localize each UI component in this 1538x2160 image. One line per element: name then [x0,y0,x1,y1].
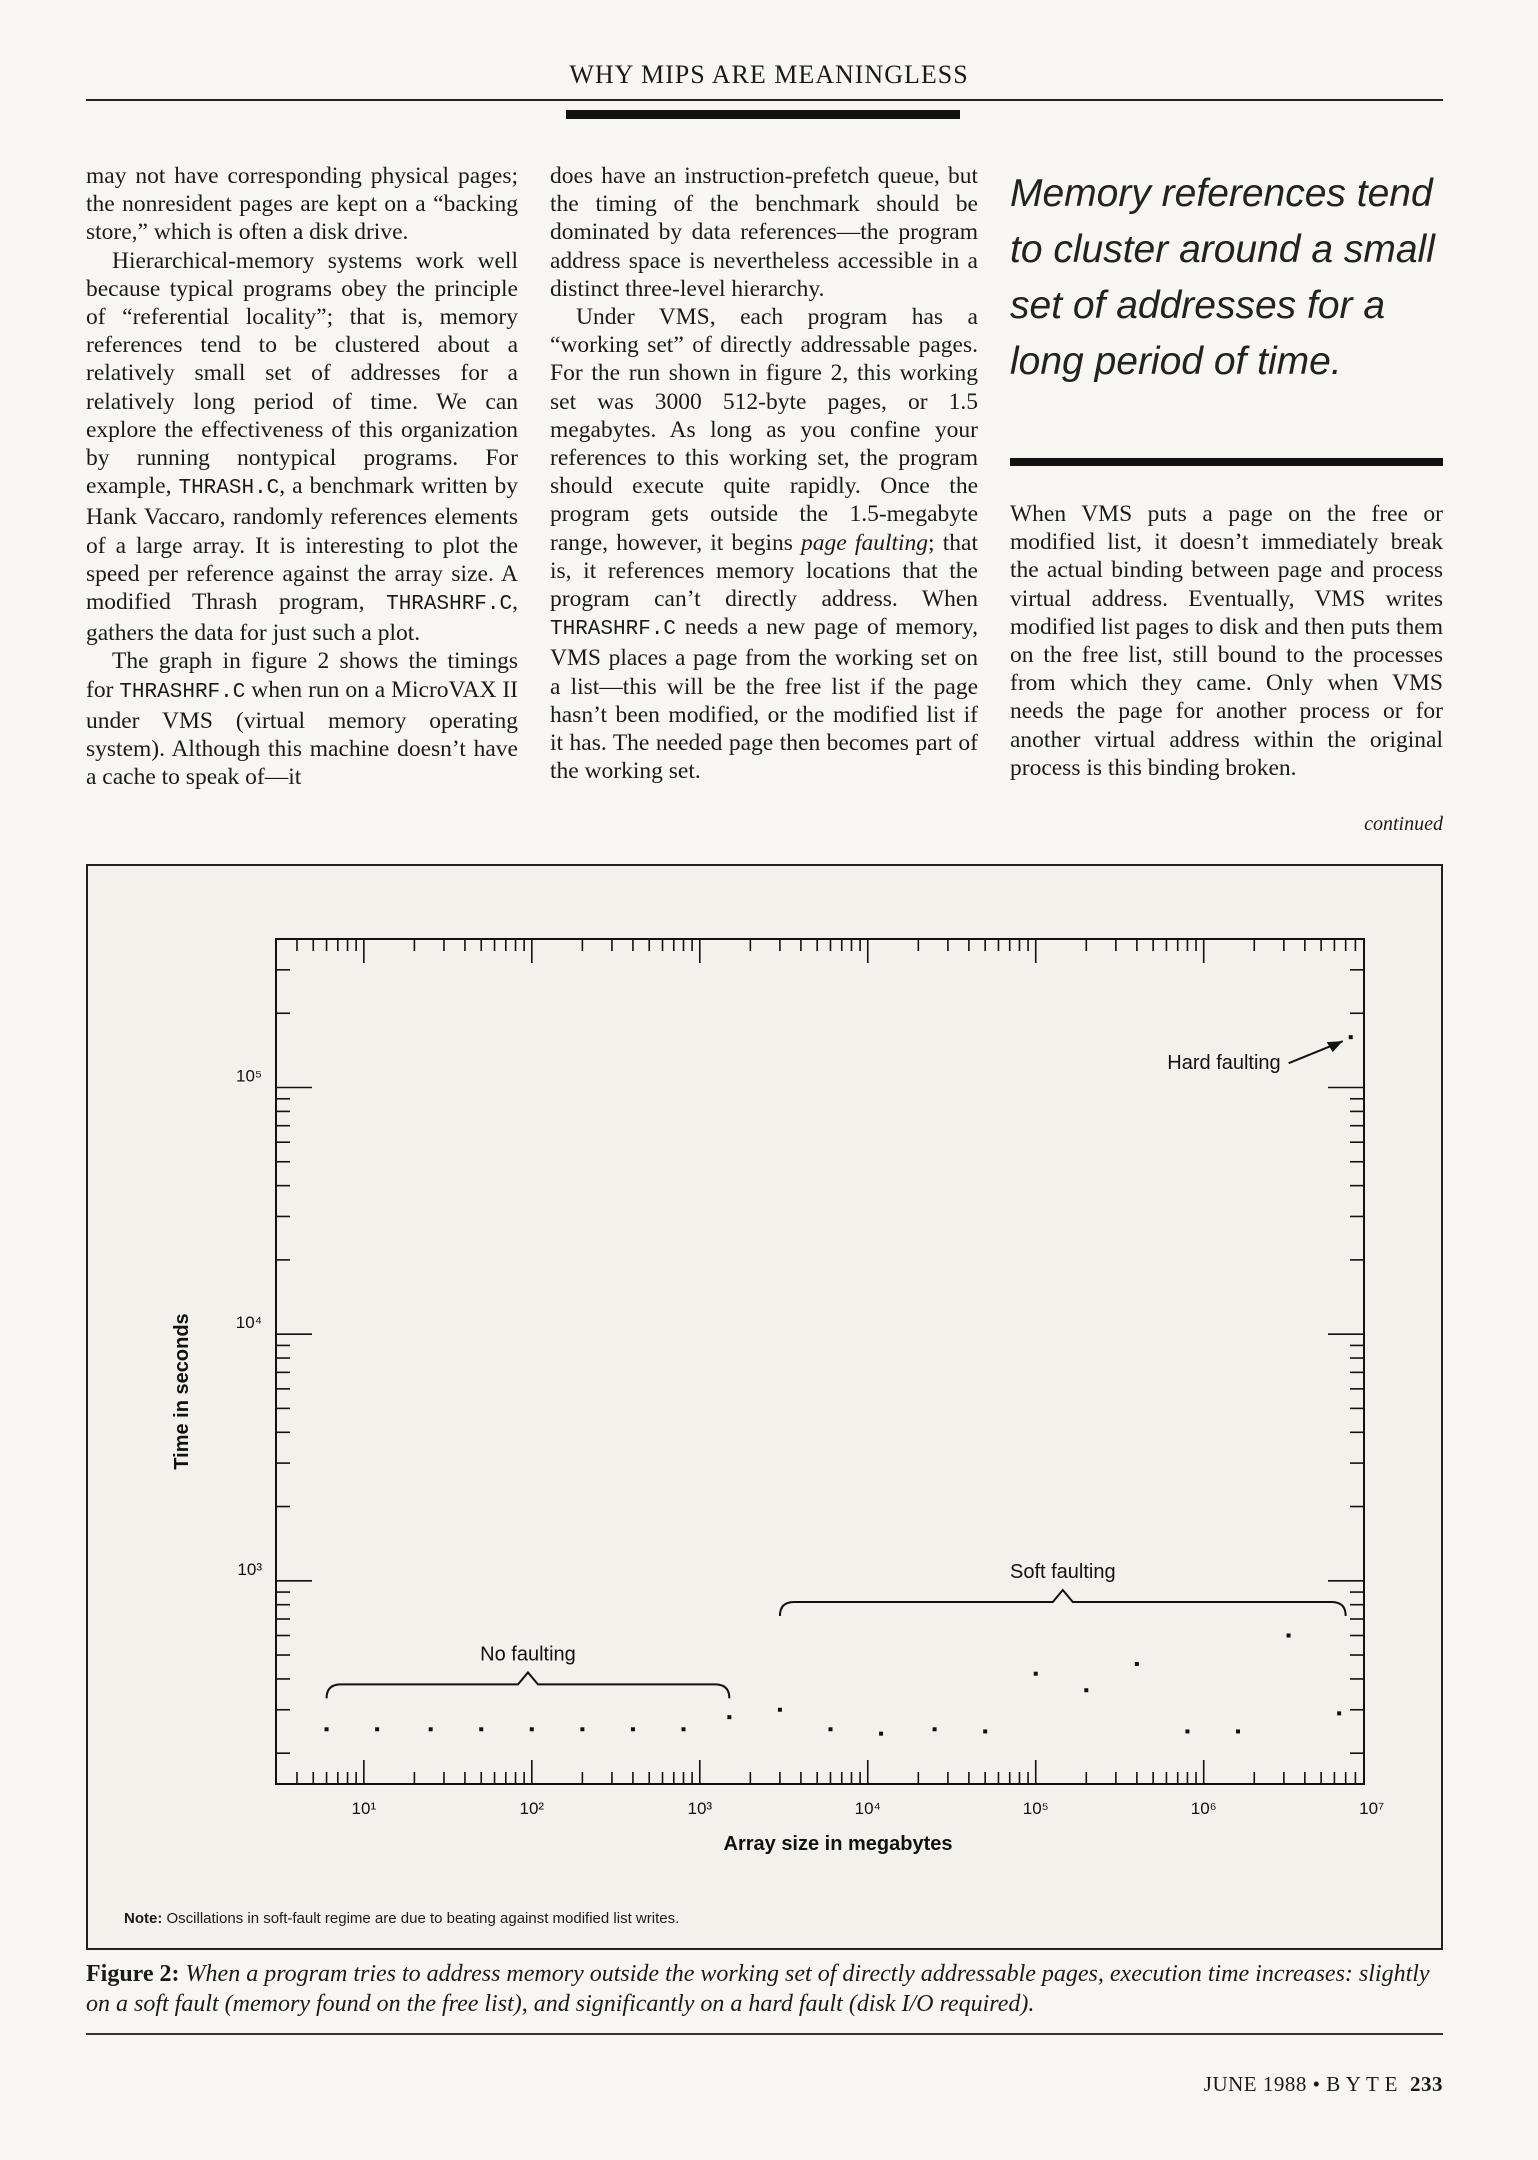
y-axis-label: Time in seconds [171,1313,193,1470]
pull-quote-rule [1010,458,1443,466]
data-point [631,1727,635,1731]
paragraph [86,247,518,648]
paragraph [550,303,978,785]
text-run: Hierarchical-memory systems work well because typical programs obey the principle of “referential locality”; that is, memory references tend to be clustered about a relatively small set of addresses for a relatively long period of time. We can explore the effectiveness of this organization by running nontypical programs. For example, [86,247,518,500]
no-faulting-brace [327,1672,730,1698]
figure-2 [86,864,1443,1950]
article-column-1 [86,162,518,791]
emphasis: page faulting [801,529,929,556]
header-rule [86,99,1443,101]
note-text: Oscillations in soft-fault regime are due to beating against modified list writes. [166,1910,680,1927]
data-point [530,1727,534,1731]
paragraph [86,162,518,247]
data-point [1236,1729,1240,1733]
x-tick-label: 10³ [687,1799,713,1818]
timing-chart [88,866,1441,1906]
data-point [778,1708,782,1712]
annotation-soft-faulting: Soft faulting [1009,1561,1116,1584]
data-point [1135,1662,1139,1666]
text-run: The graph in figure 2 shows the timings for [86,648,518,703]
code-filename: THRASHRF.C [386,593,513,617]
figure-note [124,1910,679,1927]
header-bar [566,110,960,119]
paragraph [550,162,978,303]
data-point [1287,1634,1291,1638]
code-filename: THRASH.C [178,477,280,501]
x-tick-label: 10² [519,1799,545,1818]
data-point [375,1727,379,1731]
x-tick-label: 10⁷ [1359,1799,1385,1818]
data-point [1337,1711,1341,1715]
text-run: may not have corresponding physical pages; the nonresident pages are kept on a “backing store,” which is often a disk drive. [86,163,518,246]
y-tick-label: 10⁴ [235,1313,262,1333]
code-filename: THRASHRF.C [119,680,246,704]
text-run: needs a new page of memory, VMS places a page from the working set on a list—this will be the free list if the page hasn’t been modified, or the modified list if it has. The needed page then becomes part of the working set. [550,614,978,785]
data-point [1349,1035,1353,1039]
x-tick-label: 10⁴ [854,1799,881,1818]
figure-caption [86,1959,1443,2019]
caption-label: Figure 2: [86,1961,180,1987]
data-point [682,1727,686,1731]
data-point [479,1727,483,1731]
x-tick-label: 10⁵ [1022,1799,1049,1818]
data-point [1034,1672,1038,1676]
data-point [580,1727,584,1731]
data-point [1185,1729,1189,1733]
page-number: 233 [1410,2072,1443,2096]
y-tick-label: 10⁵ [236,1066,262,1086]
data-point [429,1727,433,1731]
data-point [983,1729,987,1733]
text-run: when run on a MicroVAX II under VMS (virtual memory operating system). Although this machine doesn’t have a cache to speak of—it [86,676,519,791]
code-filename: THRASHRF.C [550,618,677,642]
paragraph [1010,500,1443,782]
note-label: Note: [124,1910,163,1927]
text-run: , gathers the data for just such a plot. [86,589,518,647]
data-point [828,1727,832,1731]
paragraph [86,647,518,791]
x-axis-label: Array size in megabytes [723,1833,953,1855]
data-point [879,1732,883,1736]
text-run: does have an instruction-prefetch queue, but the timing of the benchmark should be dominated by data references—the program address space is nevertheless accessible in a distinct three-level hierarchy. [550,163,978,302]
text-run: When VMS puts a page on the free or modified list, it doesn’t immediately break the actual binding between page and process virtual address. Eventually, VMS writes modified list pages to disk and then puts them on the free list, still bound to the processes from which they came. Only when VMS needs the page for another process or for another virtual address within the original process is this binding broken. [1010,501,1443,781]
annotation-no-faulting: No faulting [480,1643,576,1666]
soft-faulting-brace [780,1590,1346,1616]
pull-quote: Memory references tend to cluster around a small set of addresses for a long period of time. [1010,172,1435,383]
text-run: Under VMS, each program has a “working set” of directly addressable pages. For the run shown in figure 2, this working set was 3000 512-byte pages, or 1.5 megabytes. As long as you confine your references to this working set, the program should execute quite rapidly. Once the program gets outside the 1.5-megabyte range, however, it begins [550,304,978,556]
caption-text: When a program tries to address memory outside the working set of directly addressable pages, execution time increases: slightly on a soft fault (memory found on the free list), and significantly on a hard fault (disk I/O required). [86,1961,1430,2017]
article-column-2 [550,162,978,785]
annotation-hard-faulting: Hard faulting [1167,1052,1281,1075]
data-point [1084,1688,1088,1692]
continued-label: continued [1364,813,1443,835]
data-point [727,1715,731,1719]
text-run: , a benchmark written by Hank Vaccaro, randomly references elements of a large array. It is interesting to plot the speed per reference against the array size. A modified Thrash program, [86,473,518,616]
x-tick-label: 10¹ [351,1799,377,1818]
footer-issue: JUNE 1988 • B Y T E [1203,2072,1398,2096]
data-point [325,1727,329,1731]
article-column-3 [1010,500,1443,782]
text-run: ; that is, it references memory locations that the program can’t directly address. When [550,529,978,613]
y-tick-label: 10³ [237,1559,262,1579]
data-point [933,1727,937,1731]
x-tick-label: 10⁶ [1190,1799,1217,1818]
page-footer [1204,2072,1443,2097]
footer-rule [86,2033,1443,2035]
running-head: WHY MIPS ARE MEANINGLESS [569,60,969,89]
